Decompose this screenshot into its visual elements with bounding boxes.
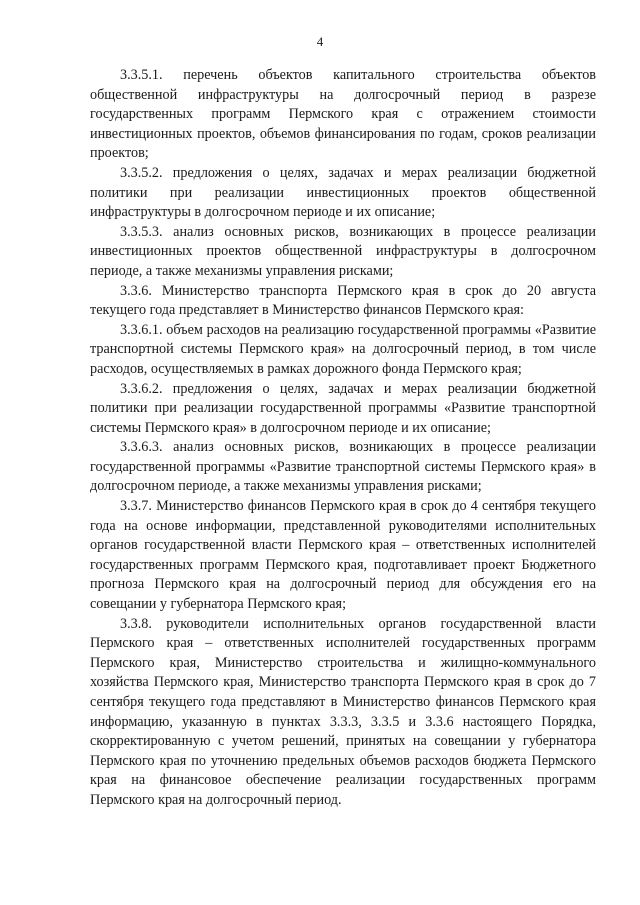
paragraph-3-3-6-2: 3.3.6.2. предложения о целях, задачах и мерах реализации бюджетной политики при реализации государственной программы «Развитие транспортной системы Пермского края» в долгосрочном периоде и их описание; (90, 380, 596, 436)
paragraph-3-3-7: 3.3.7. Министерство финансов Пермского края в срок до 4 сентября текущего года на основе информации, представленной руководителями исполнительных органов государственной власти Пермского края – ответственных исполнителей государственных программ Пермского края, подготавливает проект Бюджетного прогноза Пермского края на долгосрочный период для обсуждения его на совещании у губернатора Пермского края; (90, 498, 596, 613)
paragraph-3-3-6: 3.3.6. Министерство транспорта Пермского края в срок до 20 августа текущего года представляет в Министерство финансов Пермского края: (90, 282, 596, 319)
paragraph-3-3-8: 3.3.8. руководители исполнительных органов государственной власти Пермского края – ответственных исполнителей государственных программ Пермского края, Министерство строительства и жилищно-коммунального хозяйства Пермского края, Министерство транспорта Пермского края в срок до 7 сентября текущего года представляют в Министерство финансов Пермского края информацию, указанную в пунктах 3.3.3, 3.3.5 и 3.3.6 настоящего Порядка, скорректированную с учетом решений, принятых на совещании у губернатора Пермского края по уточнению предельных объемов расходов бюджета Пермского края на финансовое обеспечение реализации государственных программ Пермского края на долгосрочный период. (90, 615, 596, 808)
paragraph-3-3-6-3: 3.3.6.3. анализ основных рисков, возникающих в процессе реализации государственной программы «Развитие транспортной системы Пермского края» в долгосрочном периоде, а также механизмы управления рисками; (90, 439, 596, 495)
paragraph-3-3-5-1: 3.3.5.1. перечень объектов капитального строительства объектов общественной инфраструктуры на долгосрочный период в разрезе государственных программ Пермского края с отражением стоимости инвестиционных проектов, объемов финансирования по годам, сроков реализации проектов; (90, 67, 596, 162)
paragraph-3-3-5-3: 3.3.5.3. анализ основных рисков, возникающих в процессе реализации инвестиционных проектов общественной инфраструктуры в долгосрочном периоде, а также механизмы управления рисками; (90, 223, 596, 279)
paragraph-3-3-6-1: 3.3.6.1. объем расходов на реализацию государственной программы «Развитие транспортной системы Пермского края» на долгосрочный период, в том числе расходов, осуществляемых в рамках дорожного фонда Пермского края; (90, 321, 596, 377)
page-number: 4 (316, 34, 324, 49)
paragraph-3-3-5-2: 3.3.5.2. предложения о целях, задачах и мерах реализации бюджетной политики при реализации инвестиционных проектов общественной инфраструктуры в долгосрочном периоде и их описание; (90, 164, 596, 221)
document-body (90, 66, 596, 811)
